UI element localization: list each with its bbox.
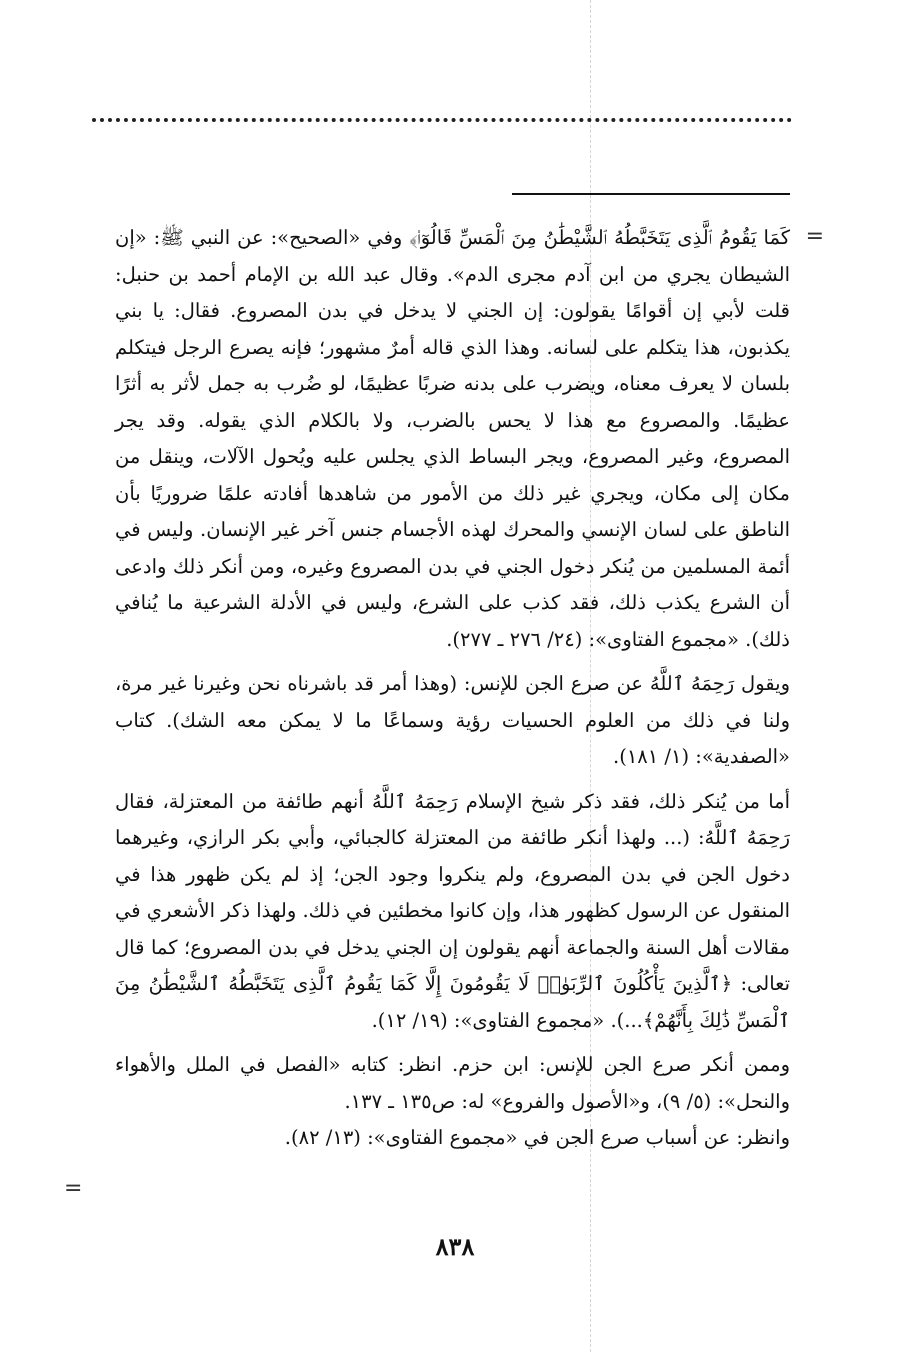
footnote-paragraph: أما من يُنكر ذلك، فقد ذكر شيخ الإسلام رَحِمَهُ ٱللَّهُ أنهم طائفة من المعتزلة، فقال رَحِمَهُ ٱللَّهُ: (... ولهذا أنكر طائفة من المعتزلة كالجبائي، وأبي بكر الرازي، وغيرهما دخول الجن في بدن المصروع، ولم ينكروا وجود الجن؛ إذ لم يكن ظهور هذا في المنقول عن الرسول كظهور هذا، وإن كانوا مخطئين في ذلك. ولهذا ذكر الأشعري في مقالات أهل السنة والجماعة أنهم يقولون إن الجني يدخل في بدن المصروع؛ كما قال تعالى: ﴿ٱلَّذِينَ يَأْكُلُونَ ٱلرِّبَوٰا۟ لَا يَقُومُونَ إِلَّا كَمَا يَقُومُ ٱلَّذِى يَتَخَبَّطُهُ ٱلشَّيْطَٰنُ مِنَ ٱلْمَسِّ ذَٰلِكَ بِأَنَّهُمْ﴾...). «مجموع الفتاوى»: (١٩/ ١٢). [115,789,790,1032]
footnote-paragraph: وممن أنكر صرع الجن للإنس: ابن حزم. انظر: كتابه «الفصل في الملل والأهواء والنحل»: (٥/ ٩)، و«الأصول والفروع» له: ص١٣٥ ـ ١٣٧. [115,1053,790,1113]
footnote-paragraph: وانظر: عن أسباب صرع الجن في «مجموع الفتاوى»: (١٣/ ٨٢). [284,1126,790,1149]
continuation-marker-bottom: = [64,1176,83,1201]
dotted-separator [92,106,792,122]
footnote-body [115,220,790,1157]
continuation-marker-top: = [805,224,824,249]
footnote-paragraph: كَمَا يَقُومُ ٱلَّذِى يَتَخَبَّطُهُ ٱلشَّيْطَٰنُ مِنَ ٱلْمَسِّ قَالُوٓا۟﴾ وفي «الصحيح»: عن النبي ﷺ: «إن الشيطان يجري من ابن آدم مجرى الدم». وقال عبد الله بن الإمام أحمد بن حنبل: قلت لأبي إن أقوامًا يقولون: إن الجني لا يدخل في بدن المصروع. فقال: يا بني يكذبون، هذا يتكلم على لسانه. وهذا الذي قاله أمرٌ مشهور؛ فإنه يصرع الرجل فيتكلم بلسان لا يعرف معناه، ويضرب على بدنه ضربًا عظيمًا، لو ضُرب به جمل لأثر به أثرًا عظيمًا. والمصروع مع هذا لا يحس بالضرب، ولا بالكلام الذي يقوله. وقد يجر المصروع، وغير المصروع، ويجر البساط الذي يجلس عليه ويُحول الآلات، وينقل من مكان إلى مكان، ويجري غير ذلك من الأمور من شاهدها أفادته علمًا ضروريًا بأن الناطق على لسان الإنسي والمحرك لهذه الأجسام جنس آخر غير الإنسان. وليس في أئمة المسلمين من يُنكر دخول الجني في بدن المصروع وغيره، ومن أنكر ذلك وادعى أن الشرع يكذب ذلك، فقد كذب على الشرع، وليس في الأدلة الشرعية ما يُنافي ذلك). «مجموع الفتاوى»: (٢٤/ ٢٧٦ ـ ٢٧٧). [115,226,790,651]
page-number: ٨٣٨ [435,1232,475,1261]
footnote-paragraph: ويقول رَحِمَهُ ٱللَّهُ عن صرع الجن للإنس: (وهذا أمر قد باشرناه نحن وغيرنا غير مرة، ولنا في ذلك من العلوم الحسيات رؤية وسماعًا ما لا يمكن معه الشك). كتاب «الصفدية»: (١/ ١٨١). [115,672,790,768]
footnote-rule [512,193,790,195]
